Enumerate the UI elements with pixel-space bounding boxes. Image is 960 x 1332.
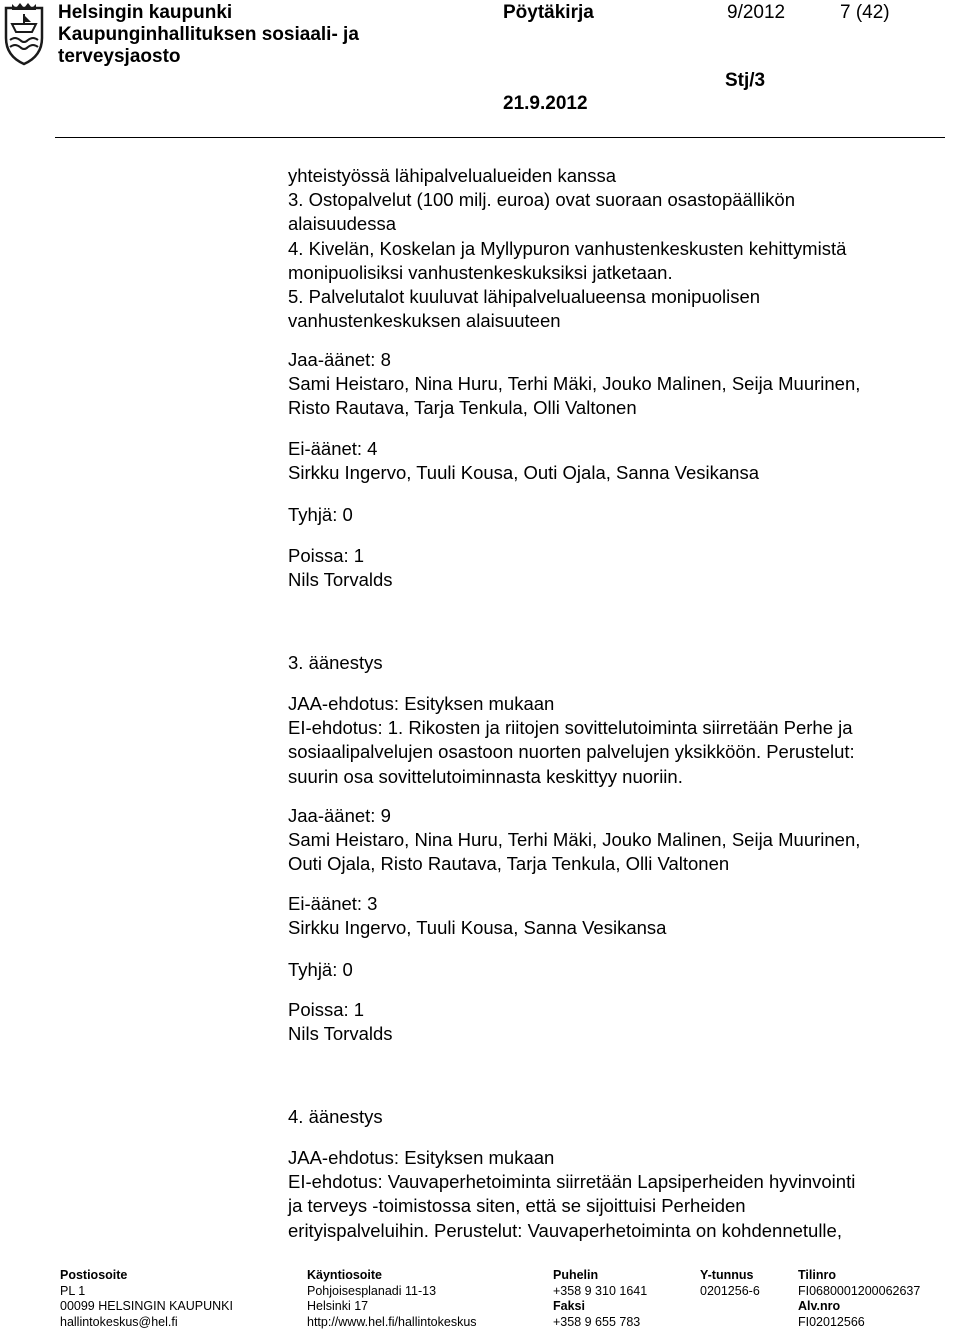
- meeting-date: 21.9.2012: [503, 93, 588, 114]
- vote3-proposals: [288, 692, 855, 789]
- no-votes-label: Ei-äänet: 3: [288, 893, 378, 914]
- page-number: 7 (42): [840, 2, 890, 23]
- footer-heading: Postiosoite: [60, 1268, 128, 1282]
- vote2-absent: [288, 544, 393, 592]
- footer-heading: Y-tunnus: [700, 1268, 754, 1282]
- absent-names: Nils Torvalds: [288, 569, 393, 591]
- proposal-line: JAA-ehdotus: Esityksen mukaan: [288, 1147, 555, 1168]
- doc-type: Pöytäkirja: [503, 2, 594, 23]
- vote4-proposals: [288, 1146, 855, 1243]
- footer-web-link[interactable]: http://www.hel.fi/hallintokeskus: [307, 1314, 477, 1329]
- header-divider: [55, 137, 945, 138]
- vote3-blank: [288, 958, 353, 982]
- proposal-line: EI-ehdotus: 1. Rikosten ja riitojen sovittelutoiminta siirretään Perhe ja: [288, 717, 853, 739]
- doc-number: 9/2012: [727, 2, 786, 23]
- footer-postal: [60, 1268, 233, 1330]
- footer-heading: Puhelin: [553, 1268, 599, 1282]
- proposal-line: suurin osa sovittelutoiminnasta keskittyy nuoriin.: [288, 765, 683, 787]
- footer-visit: [307, 1268, 477, 1330]
- logo: [2, 2, 46, 66]
- footer-business-id: [700, 1268, 760, 1299]
- vote2-yes: [288, 348, 860, 421]
- vote3-title: [288, 651, 383, 675]
- intro-line: alaisuudessa: [288, 213, 396, 235]
- intro-line: monipuolisiksi vanhustenkeskuksiksi jatketaan.: [288, 261, 673, 283]
- footer-line: +358 9 655 783: [553, 1314, 641, 1329]
- intro-line: 3. Ostopalvelut (100 milj. euroa) ovat suoraan osastopäällikön: [288, 189, 795, 211]
- footer-email-link[interactable]: hallintokeskus@hel.fi: [60, 1314, 178, 1329]
- vote2-blank: [288, 503, 353, 527]
- intro-line: vanhustenkeskuksen alaisuuteen: [288, 310, 561, 332]
- helsinki-coat-of-arms-icon: [2, 2, 46, 66]
- vote2-no: [288, 437, 759, 485]
- yes-votes-names: Risto Rautava, Tarja Tenkula, Olli Valtonen: [288, 397, 637, 419]
- footer-heading: Käyntiosoite: [307, 1268, 383, 1282]
- intro-line: yhteistyössä lähipalvelualueiden kanssa: [288, 165, 617, 186]
- yes-votes-names: Outi Ojala, Risto Rautava, Tarja Tenkula, Olli Valtonen: [288, 853, 730, 875]
- vote3-no: [288, 892, 666, 940]
- absent-label: Poissa: 1: [288, 545, 365, 566]
- absent-names: Nils Torvalds: [288, 1023, 393, 1045]
- no-votes-label: Ei-äänet: 4: [288, 438, 378, 459]
- blank-votes-label: Tyhjä: 0: [288, 959, 353, 980]
- footer-heading: Alv.nro: [798, 1299, 841, 1313]
- footer-phone: [553, 1268, 647, 1330]
- org-name-line1: Helsingin kaupunki: [58, 2, 233, 23]
- footer-heading: Tilinro: [798, 1268, 836, 1282]
- proposal-line: sosiaalipalvelujen osastoon nuorten palvelujen yksikköön. Perustelut:: [288, 741, 855, 763]
- footer-line: FI02012566: [798, 1314, 865, 1329]
- vote-title: 4. äänestys: [288, 1106, 383, 1127]
- footer-line: PL 1: [60, 1283, 86, 1298]
- vote-title: 3. äänestys: [288, 652, 383, 673]
- footer-line: 00099 HELSINGIN KAUPUNKI: [60, 1299, 233, 1313]
- proposal-line: JAA-ehdotus: Esityksen mukaan: [288, 693, 555, 714]
- no-votes-names: Sirkku Ingervo, Tuuli Kousa, Outi Ojala, Sanna Vesikansa: [288, 462, 759, 484]
- yes-votes-names: Sami Heistaro, Nina Huru, Terhi Mäki, Jouko Malinen, Seija Muurinen,: [288, 829, 861, 851]
- yes-votes-label: Jaa-äänet: 8: [288, 349, 391, 370]
- intro-block: [288, 164, 846, 333]
- intro-line: 4. Kivelän, Koskelan ja Myllypuron vanhustenkeskusten kehittymistä: [288, 237, 847, 259]
- proposal-line: EI-ehdotus: Vauvaperhetoiminta siirretään Lapsiperheiden hyvinvointi: [288, 1171, 856, 1193]
- footer-account: [798, 1268, 920, 1330]
- org-name-line2: Kaupunginhallituksen sosiaali- ja: [58, 24, 359, 45]
- footer-line: Helsinki 17: [307, 1299, 369, 1313]
- no-votes-names: Sirkku Ingervo, Tuuli Kousa, Sanna Vesikansa: [288, 917, 667, 939]
- footer-line: +358 9 310 1641: [553, 1283, 648, 1298]
- footer-line: Pohjoisesplanadi 11-13: [307, 1283, 437, 1298]
- proposal-line: erityispalveluihin. Perustelut: Vauvaperhetoiminta on kohdennetulle,: [288, 1219, 842, 1241]
- org-name-line3: terveysjaosto: [58, 46, 181, 67]
- vote3-yes: [288, 804, 860, 877]
- footer-line: 0201256-6: [700, 1283, 760, 1298]
- intro-line: 5. Palvelutalot kuuluvat lähipalvelualueensa monipuolisen: [288, 286, 761, 308]
- section-code: Stj/3: [725, 70, 766, 91]
- yes-votes-label: Jaa-äänet: 9: [288, 805, 391, 826]
- footer-heading: Faksi: [553, 1299, 585, 1313]
- blank-votes-label: Tyhjä: 0: [288, 504, 353, 525]
- proposal-line: ja terveys -toimistossa siten, että se sijoittuisi Perheiden: [288, 1195, 746, 1217]
- vote3-absent: [288, 998, 393, 1046]
- yes-votes-names: Sami Heistaro, Nina Huru, Terhi Mäki, Jouko Malinen, Seija Muurinen,: [288, 373, 861, 395]
- absent-label: Poissa: 1: [288, 999, 365, 1020]
- footer-line: FI0680001200062637: [798, 1283, 921, 1298]
- vote4-title: [288, 1105, 383, 1129]
